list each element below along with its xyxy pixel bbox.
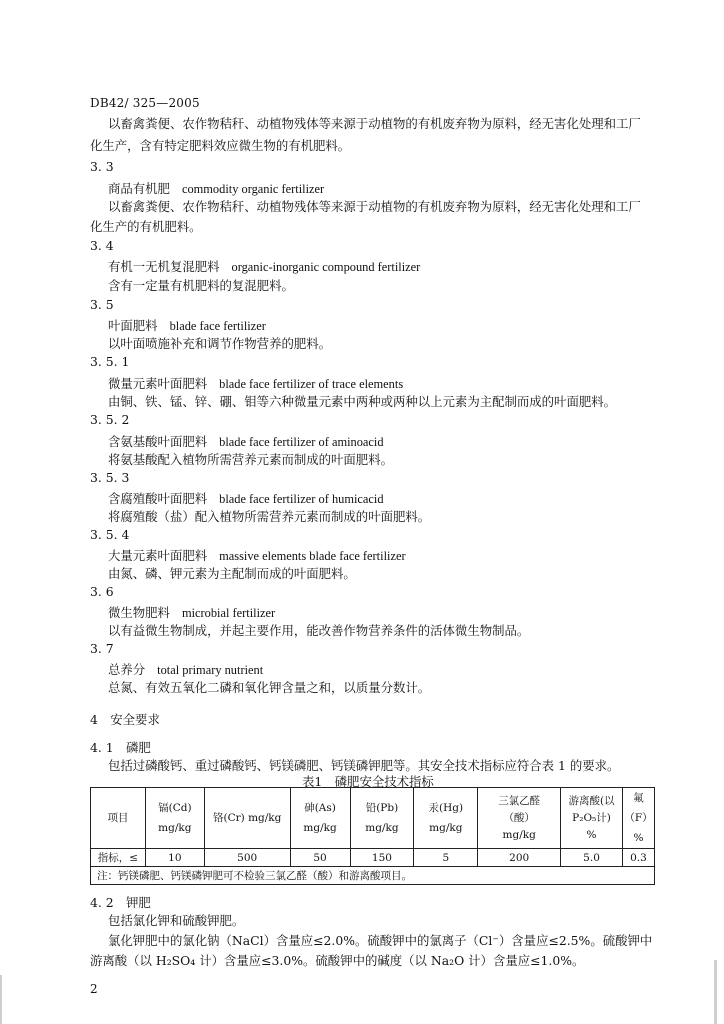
paragraph-line: 化生产的有机肥料。 xyxy=(90,219,202,234)
section-number: 3. 4 xyxy=(90,238,114,253)
term-en: commodity organic fertilizer xyxy=(181,182,325,196)
table-header-row xyxy=(91,788,655,849)
header-cell: 铬(Cr) mg/kg xyxy=(204,788,290,849)
section-number: 3. 6 xyxy=(90,584,114,599)
term-en: blade face fertilizer xyxy=(169,319,266,333)
term-en: blade face fertilizer of aminoacid xyxy=(219,435,384,449)
row-label-cell: 指标，≤ xyxy=(91,849,146,867)
term-heading xyxy=(108,432,384,450)
term-zh: 商品有机肥 xyxy=(108,181,170,196)
section-number: 3. 5. 2 xyxy=(90,412,130,427)
term-en: total primary nutrient xyxy=(157,663,264,677)
term-zh: 有机一无机复混肥料 xyxy=(108,259,220,274)
value-cell: 500 xyxy=(204,849,290,867)
term-zh: 总养分 xyxy=(108,662,146,677)
term-heading xyxy=(108,603,275,621)
paragraph-line: 总氮、有效五氧化二磷和氧化钾含量之和，以质量分数计。 xyxy=(108,680,431,695)
subsection-heading: 4. 1 磷肥 xyxy=(90,740,151,755)
header-cell: 汞(Hg) mg/kg xyxy=(414,788,478,849)
section-number: 3. 5. 1 xyxy=(90,354,130,369)
scan-edge-left xyxy=(0,975,2,1024)
section-heading: 4 安全要求 xyxy=(90,712,160,727)
term-heading xyxy=(108,489,384,507)
term-heading xyxy=(108,374,403,392)
header-cell: 镉(Cd) mg/kg xyxy=(145,788,204,849)
paragraph-line: 化生产，含有特定肥料效应微生物的有机肥料。 xyxy=(90,138,351,153)
term-en: organic-inorganic compound fertilizer xyxy=(231,260,421,274)
value-cell: 0.3 xyxy=(622,849,654,867)
header-cell: 砷(As) mg/kg xyxy=(290,788,350,849)
term-zh: 含腐殖酸叶面肥料 xyxy=(108,491,208,506)
section-number: 3. 5. 3 xyxy=(90,470,130,485)
header-cell: 游离酸(以 P₂O₅计) % xyxy=(561,788,623,849)
paragraph-line: 以畜禽粪便、农作物秸秆、动植物残体等来源于动植物的有机废弃物为原料，经无害化处理和工厂 xyxy=(108,116,641,131)
term-heading xyxy=(108,179,324,197)
term-zh: 微量元素叶面肥料 xyxy=(108,376,208,391)
table-row xyxy=(91,849,655,867)
document-id: DB42/ 325—2005 xyxy=(90,96,200,110)
paragraph-line: 以叶面喷施补充和调节作物营养的肥料。 xyxy=(108,336,332,351)
table-caption: 表1 磷肥安全技术指标 xyxy=(302,774,434,789)
term-en: blade face fertilizer of trace elements xyxy=(219,377,404,391)
term-en: blade face fertilizer of humicacid xyxy=(219,492,384,506)
value-cell: 150 xyxy=(350,849,414,867)
term-heading xyxy=(108,546,406,564)
value-cell: 50 xyxy=(290,849,350,867)
paragraph-line: 将氨基酸配入植物所需营养元素而制成的叶面肥料。 xyxy=(108,452,393,467)
table-note-row xyxy=(91,867,655,885)
term-heading xyxy=(108,660,263,678)
paragraph-line: 包括过磷酸钙、重过磷酸钙、钙镁磷肥、钙镁磷钾肥等。其安全技术指标应符合表 1 的要求。 xyxy=(108,758,620,773)
header-cell: 氟（F） % xyxy=(622,788,654,849)
value-cell: 200 xyxy=(478,849,561,867)
paragraph-line: 氯化钾肥中的氯化钠（NaCl）含量应≤2.0%。硫酸钾中的氯离子（Cl⁻）含量应≤2.5%。硫酸钾中 xyxy=(108,933,653,948)
section-number: 3. 5 xyxy=(90,297,114,312)
term-zh: 大量元素叶面肥料 xyxy=(108,548,208,563)
paragraph-line: 包括氯化钾和硫酸钾肥。 xyxy=(108,913,245,928)
section-number: 3. 7 xyxy=(90,641,114,656)
header-cell: 项目 xyxy=(91,788,146,849)
value-cell: 10 xyxy=(145,849,204,867)
section-number: 3. 5. 4 xyxy=(90,527,130,542)
paragraph-line: 含有一定量有机肥料的复混肥料。 xyxy=(108,278,294,293)
value-cell: 5 xyxy=(414,849,478,867)
subsection-heading: 4. 2 钾肥 xyxy=(90,895,151,910)
term-zh: 叶面肥料 xyxy=(108,318,158,333)
paragraph-line: 由铜、铁、锰、锌、硼、钼等六种微量元素中两种或两种以上元素为主配制而成的叶面肥料。 xyxy=(108,394,617,409)
scan-edge-right xyxy=(714,960,717,1024)
term-zh: 微生物肥料 xyxy=(108,605,170,620)
term-en: microbial fertilizer xyxy=(181,606,276,620)
header-cell: 铅(Pb) mg/kg xyxy=(350,788,414,849)
header-cell: 三氯乙醛 （酸） mg/kg xyxy=(478,788,561,849)
value-cell: 5.0 xyxy=(561,849,623,867)
paragraph-line: 由氮、磷、钾元素为主配制而成的叶面肥料。 xyxy=(108,566,356,581)
term-heading xyxy=(108,257,420,275)
paragraph-line: 以有益微生物制成，并起主要作用，能改善作物营养条件的活体微生物制品。 xyxy=(108,623,530,638)
section-number: 3. 3 xyxy=(90,159,114,174)
table-note: 注：钙镁磷肥、钙镁磷钾肥可不检验三氯乙醛（酸）和游离酸项目。 xyxy=(91,867,655,885)
paragraph-line: 游离酸（以 H₂SO₄ 计）含量应≤3.0%。硫酸钾中的碱度（以 Na₂O 计）含量应≤1.0%。 xyxy=(90,953,585,968)
term-en: massive elements blade face fertilizer xyxy=(219,549,406,563)
paragraph-line: 以畜禽粪便、农作物秸秆、动植物残体等来源于动植物的有机废弃物为原料，经无害化处理和工厂 xyxy=(108,199,641,214)
paragraph-line: 将腐殖酸（盐）配入植物所需营养元素而制成的叶面肥料。 xyxy=(108,509,431,524)
term-heading xyxy=(108,316,266,334)
safety-table xyxy=(90,787,655,885)
term-zh: 含氨基酸叶面肥料 xyxy=(108,434,208,449)
page-number: 2 xyxy=(90,982,98,996)
